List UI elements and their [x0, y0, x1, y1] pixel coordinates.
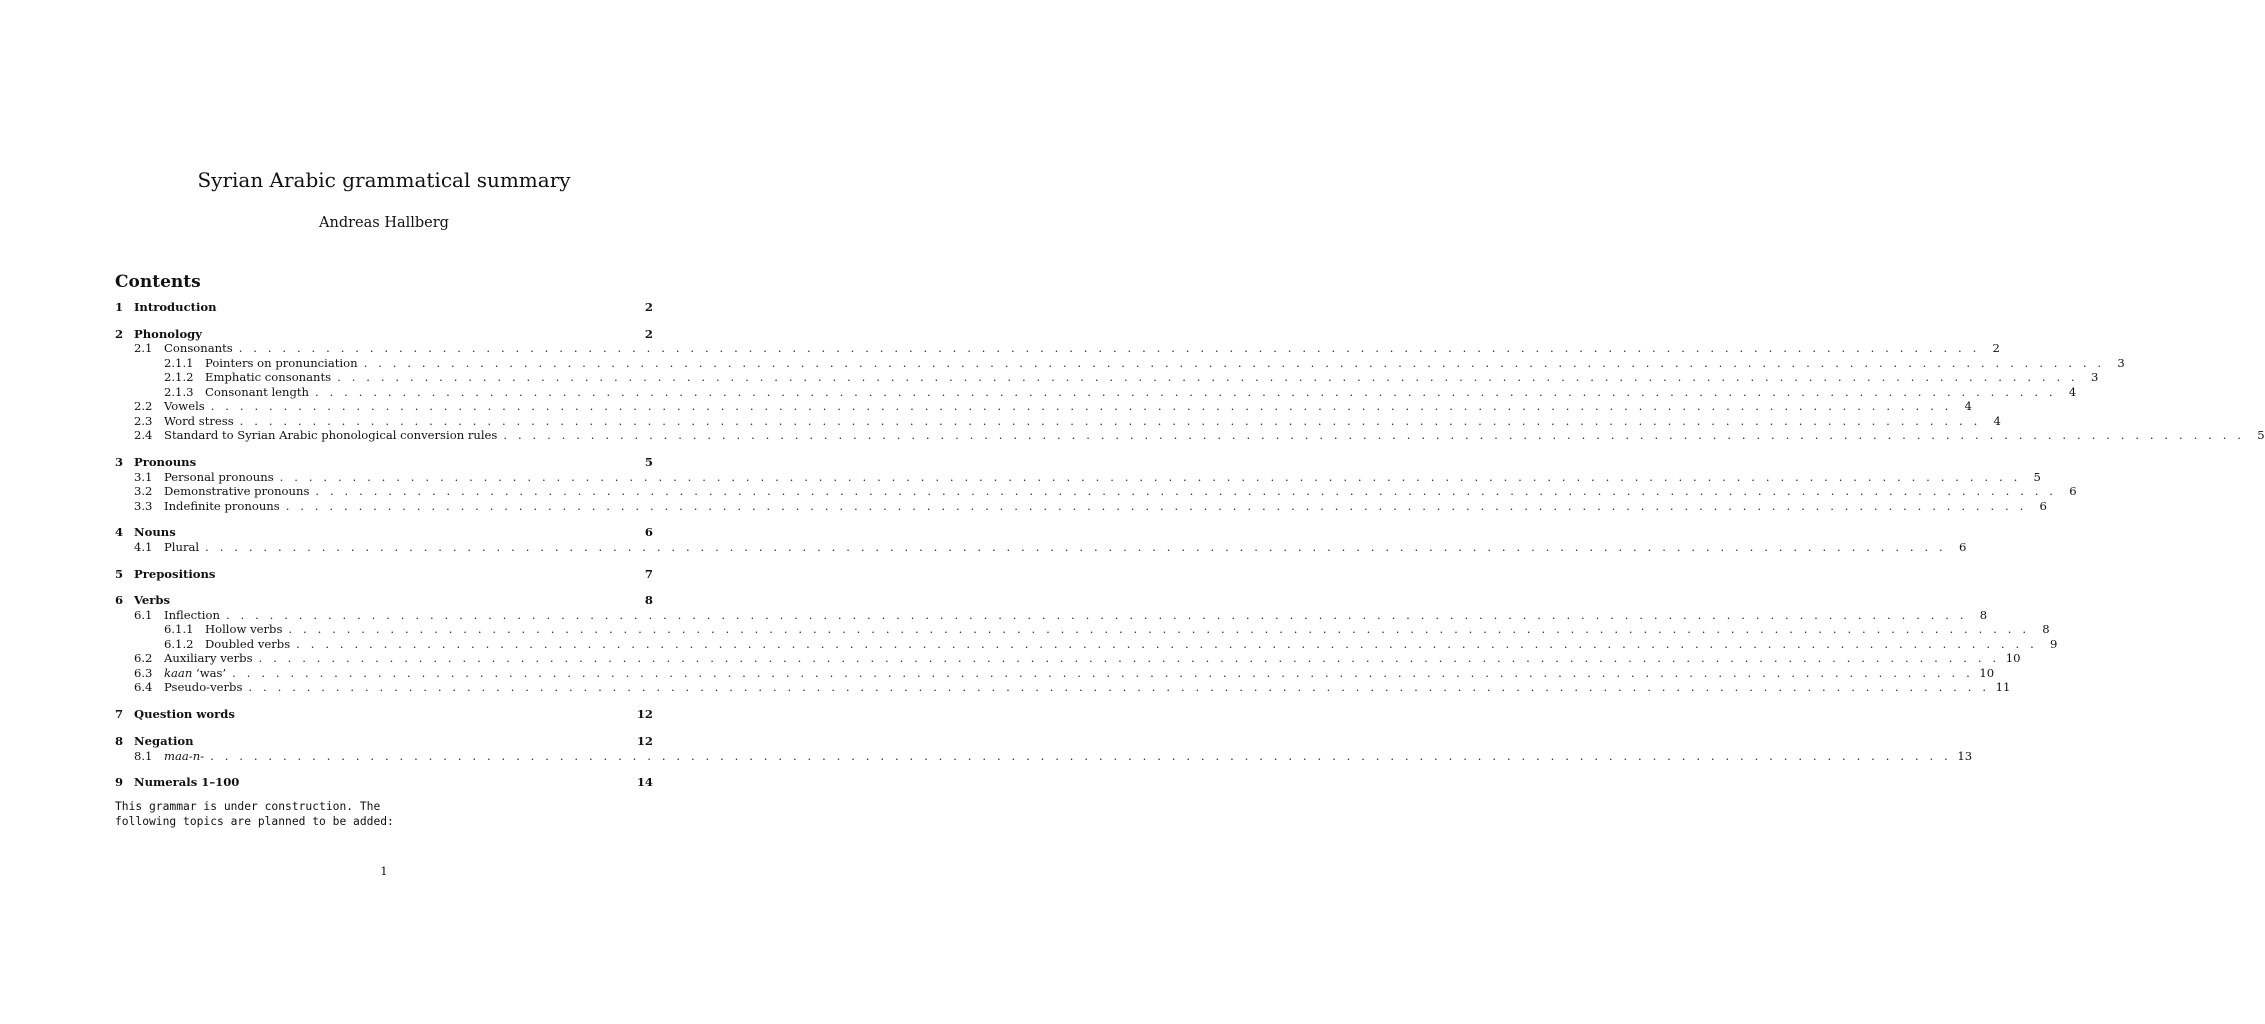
toc-entry-title: Vowels: [164, 399, 205, 414]
toc-entry-section[interactable]: [115, 484, 2077, 499]
contents-heading: Contents: [115, 272, 201, 292]
toc-entry-number: 3.1: [134, 469, 153, 484]
toc-entry-page: 10: [1979, 665, 1995, 680]
toc-entry-section[interactable]: [115, 469, 2041, 485]
toc-entry-page: 5: [2033, 469, 2041, 484]
toc-entry-title: Verbs: [134, 593, 171, 608]
toc-chapter: [115, 300, 653, 315]
document-author: Andreas Hallberg: [319, 215, 449, 231]
toc-entry-title: Consonant length: [205, 384, 310, 399]
toc-entry-number: 6.2: [134, 651, 153, 666]
toc-entry-page: 12: [636, 734, 653, 749]
toc-entry-number: 2.1: [134, 341, 153, 356]
toc-entry-number: 4: [115, 525, 124, 540]
toc-leader-dots: . . . . . . . . . . . . . . . . . . . . . . . . . . . . . . . . . . . . . . . . . . . . . . . . . . . . . . . . . . . . . . . . . . . . . . . . . . . . . . . . . . . . . . . . . . . . . . . . . . . . . . . . . . . . . . . . . . . . . . . .: [315, 384, 2057, 399]
toc-entry-title: Personal pronouns: [164, 469, 274, 484]
toc-entry-number: 6.3: [134, 665, 153, 680]
toc-leader-dots: . . . . . . . . . . . . . . . . . . . . . . . . . . . . . . . . . . . . . . . . . . . . . . . . . . . . . . . . . . . . . . . . . . . . . . . . . . . . . . . . . . . . . . . . . . . . . . . . . . . . . . . . . . . . . . . . . . . . . . . .: [337, 370, 2079, 385]
note-line: This grammar is under construction. The: [115, 800, 381, 813]
document-title: Syrian Arabic grammatical summary: [197, 168, 571, 192]
toc-entry-number: 1: [115, 300, 124, 314]
toc-entry-page: 4: [2068, 384, 2077, 399]
toc-chapter: [115, 525, 1967, 554]
toc-entry-chapter[interactable]: [115, 300, 653, 315]
toc-leader-dots: . . . . . . . . . . . . . . . . . . . . . . . . . . . . . . . . . . . . . . . . . . . . . . . . . . . . . . . . . . . . . . . . . . . . . . . . . . . . . . . . . . . . . . . . . . . . . . . . . . . . . . . . . . . . . . . . . . . . . . . .: [248, 680, 1990, 695]
toc-entry-page: 7: [644, 566, 653, 581]
toc-leader-dots: . . . . . . . . . . . . . . . . . . . . . . . . . . . . . . . . . . . . . . . . . . . . . . . . . . . . . . . . . . . . . . . . . . . . . . . . . . . . . . . . . . . . . . . . . . . . . . . . . . . . . . . . . . . . . . . . . . . . . . . .: [210, 399, 1952, 414]
toc-chapter: [115, 593, 2058, 695]
toc-leader-dots: . . . . . . . . . . . . . . . . . . . . . . . . . . . . . . . . . . . . . . . . . . . . . . . . . . . . . . . . . . . . . . . . . . . . . . . . . . . . . . . . . . . . . . . . . . . . . . . . . . . . . . . . . . . . . . . . . . . . . . . .: [315, 484, 2057, 499]
toc-entry-page: 6: [2069, 484, 2077, 499]
toc-entry-page: 3: [2090, 370, 2099, 385]
toc-entry-section[interactable]: [115, 539, 1967, 555]
toc-entry-page: 2: [644, 326, 653, 341]
toc-entry-number: 6.1: [134, 607, 153, 622]
toc-entry-page: 6: [2039, 498, 2047, 513]
toc-entry-title: Pseudo-verbs: [164, 680, 243, 695]
toc-chapter: [115, 775, 653, 790]
toc-entry-page: 6: [644, 525, 653, 540]
toc-leader-dots: . . . . . . . . . . . . . . . . . . . . . . . . . . . . . . . . . . . . . . . . . . . . . . . . . . . . . . . . . . . . . . . . . . . . . . . . . . . . . . . . . . . . . . . . . . . . . . . . . . . . . . . . . . . . . . . . . . . . . . . .: [210, 748, 1952, 763]
table-of-contents: [115, 300, 2265, 802]
toc-leader-dots: . . . . . . . . . . . . . . . . . . . . . . . . . . . . . . . . . . . . . . . . . . . . . . . . . . . . . . . . . . . . . . . . . . . . . . . . . . . . . . . . . . . . . . . . . . . . . . . . . . . . . . . . . . . . . . . . . . . . . . . .: [363, 355, 2105, 370]
toc-entry-number: 3.3: [134, 498, 153, 513]
toc-entry-number: 2.1.2: [164, 370, 194, 385]
toc-entry-title: Inflection: [164, 607, 220, 622]
toc-entry-title: Introduction: [134, 300, 217, 314]
toc-leader-dots: . . . . . . . . . . . . . . . . . . . . . . . . . . . . . . . . . . . . . . . . . . . . . . . . . . . . . . . . . . . . . . . . . . . . . . . . . . . . . . . . . . . . . . . . . . . . . . . . . . . . . . . . . . . . . . . . . . . . . . . .: [205, 539, 1947, 554]
toc-entry-title: Question words: [134, 707, 235, 722]
toc-entry-title: Negation: [134, 734, 194, 749]
toc-entry-page: 2: [644, 300, 653, 314]
toc-entry-section[interactable]: [115, 498, 2047, 514]
toc-entry-page: 12: [636, 707, 653, 722]
toc-entry-title: Indefinite pronouns: [164, 498, 280, 513]
toc-entry-number: 7: [115, 707, 124, 722]
toc-entry-subsubsection[interactable]: [115, 636, 2058, 652]
toc-entry-number: 3: [115, 455, 124, 470]
toc-entry-number: 6.1.2: [164, 636, 194, 651]
toc-entry-page: 4: [1964, 399, 1972, 414]
toc-entry-chapter[interactable]: [115, 567, 653, 582]
toc-entry-title: Auxiliary verbs: [164, 651, 253, 666]
toc-entry-page: 5: [644, 455, 653, 470]
toc-entry-page: 4: [1993, 413, 2001, 428]
toc-entry-chapter[interactable]: [115, 593, 653, 608]
toc-entry-title: Standard to Syrian Arabic phonological conversion rules: [164, 428, 498, 443]
toc-entry-number: 6: [115, 593, 124, 608]
toc-entry-number: 8: [115, 734, 124, 749]
toc-entry-number: 2.4: [134, 428, 153, 443]
toc-entry-title: Doubled verbs: [205, 636, 291, 651]
toc-entry-section[interactable]: [115, 399, 1972, 414]
toc-entry-chapter[interactable]: [115, 734, 653, 749]
toc-entry-number: 8.1: [134, 748, 153, 763]
toc-entry-number: 6.1.1: [164, 622, 194, 637]
toc-leader-dots: . . . . . . . . . . . . . . . . . . . . . . . . . . . . . . . . . . . . . . . . . . . . . . . . . . . . . . . . . . . . . . . . . . . . . . . . . . . . . . . . . . . . . . . . . . . . . . . . . . . . . . . . . . . . . . . . . . . . . . . .: [503, 428, 2245, 443]
toc-entry-page: 8: [644, 593, 653, 608]
toc-entry-title: Prepositions: [134, 566, 216, 581]
toc-entry-title: Nouns: [134, 525, 176, 540]
toc-entry-title: [164, 666, 226, 681]
toc-entry-page: 9: [2049, 636, 2058, 651]
toc-entry-section[interactable]: [115, 341, 2000, 356]
page-number: 1: [380, 864, 388, 878]
toc-entry-section[interactable]: [115, 607, 1988, 623]
toc-entry-section[interactable]: [115, 665, 1995, 681]
toc-entry-chapter[interactable]: [115, 525, 653, 540]
toc-entry-title: Numerals 1–100: [134, 775, 240, 790]
toc-entry-title: Demonstrative pronouns: [164, 484, 310, 499]
toc-entry-page: 3: [2117, 355, 2125, 370]
toc-entry-section[interactable]: [115, 413, 2001, 429]
toc-entry-title: Phonology: [134, 326, 203, 341]
toc-entry-number: 9: [115, 775, 124, 790]
toc-chapter: [115, 734, 1973, 763]
toc-entry-number: 6.4: [134, 680, 153, 695]
toc-entry-chapter[interactable]: [115, 455, 653, 470]
toc-leader-dots: . . . . . . . . . . . . . . . . . . . . . . . . . . . . . . . . . . . . . . . . . . . . . . . . . . . . . . . . . . . . . . . . . . . . . . . . . . . . . . . . . . . . . . . . . . . . . . . . . . . . . . . . . . . . . . . . . . . . . . . .: [225, 607, 1968, 622]
toc-chapter: [115, 707, 653, 722]
toc-leader-dots: . . . . . . . . . . . . . . . . . . . . . . . . . . . . . . . . . . . . . . . . . . . . . . . . . . . . . . . . . . . . . . . . . . . . . . . . . . . . . . . . . . . . . . . . . . . . . . . . . . . . . . . . . . . . . . . . . . . . . . . .: [232, 665, 1974, 680]
toc-entry-title: Emphatic consonants: [205, 370, 332, 385]
toc-entry-number: 2.1.1: [164, 355, 194, 370]
toc-leader-dots: . . . . . . . . . . . . . . . . . . . . . . . . . . . . . . . . . . . . . . . . . . . . . . . . . . . . . . . . . . . . . . . . . . . . . . . . . . . . . . . . . . . . . . . . . . . . . . . . . . . . . . . . . . . . . . . . . . . . . . . .: [238, 341, 1980, 356]
toc-entry-title: Pronouns: [134, 455, 197, 470]
toc-entry-number: 2: [115, 326, 124, 341]
toc-entry-number: 5: [115, 566, 124, 581]
toc-entry-chapter[interactable]: [115, 775, 653, 790]
toc-entry-page: 11: [1995, 680, 2011, 695]
toc-entry-title: Pointers on pronunciation: [205, 355, 358, 370]
toc-entry-subsubsection[interactable]: [115, 370, 2099, 385]
toc-entry-number: 2.1.3: [164, 384, 194, 399]
toc-entry-subsubsection[interactable]: [115, 384, 2077, 400]
toc-entry-page: 6: [1958, 539, 1967, 554]
toc-leader-dots: . . . . . . . . . . . . . . . . . . . . . . . . . . . . . . . . . . . . . . . . . . . . . . . . . . . . . . . . . . . . . . . . . . . . . . . . . . . . . . . . . . . . . . . . . . . . . . . . . . . . . . . . . . . . . . . . . . . . . . . .: [296, 636, 2038, 651]
toc-entry-title: Hollow verbs: [205, 622, 283, 637]
toc-entry-title-rest: ‘was’: [192, 665, 227, 680]
toc-leader-dots: . . . . . . . . . . . . . . . . . . . . . . . . . . . . . . . . . . . . . . . . . . . . . . . . . . . . . . . . . . . . . . . . . . . . . . . . . . . . . . . . . . . . . . . . . . . . . . . . . . . . . . . . . . . . . . . . . . . . . . . .: [279, 469, 2021, 484]
toc-entry-page: 8: [1979, 607, 1988, 622]
toc-entry-page: 13: [1957, 748, 1973, 763]
toc-leader-dots: . . . . . . . . . . . . . . . . . . . . . . . . . . . . . . . . . . . . . . . . . . . . . . . . . . . . . . . . . . . . . . . . . . . . . . . . . . . . . . . . . . . . . . . . . . . . . . . . . . . . . . . . . . . . . . . . . . . . . . . .: [258, 651, 2000, 666]
toc-chapter: [115, 567, 653, 582]
construction-note: [115, 799, 394, 829]
toc-entry-page: 8: [2042, 622, 2050, 637]
toc-entry-page: 14: [636, 775, 653, 790]
toc-entry-title-italic: kaan: [164, 665, 193, 680]
toc-entry-title: Plural: [164, 539, 200, 554]
toc-entry-subsubsection[interactable]: [115, 622, 2050, 637]
toc-entry-section[interactable]: [115, 428, 2265, 443]
toc-entry-page: 2: [1992, 341, 2000, 356]
toc-chapter: [115, 326, 2265, 443]
toc-entry-title: Word stress: [164, 413, 234, 428]
toc-leader-dots: . . . . . . . . . . . . . . . . . . . . . . . . . . . . . . . . . . . . . . . . . . . . . . . . . . . . . . . . . . . . . . . . . . . . . . . . . . . . . . . . . . . . . . . . . . . . . . . . . . . . . . . . . . . . . . . . . . . . . . . .: [288, 622, 2030, 637]
toc-entry-title-italic: maa-n-: [164, 748, 205, 763]
toc-entry-number: 4.1: [134, 539, 153, 554]
toc-entry-chapter[interactable]: [115, 327, 653, 342]
toc-entry-title: [164, 749, 204, 764]
toc-entry-title: Consonants: [164, 341, 233, 356]
toc-entry-section[interactable]: [115, 651, 2021, 666]
toc-leader-dots: . . . . . . . . . . . . . . . . . . . . . . . . . . . . . . . . . . . . . . . . . . . . . . . . . . . . . . . . . . . . . . . . . . . . . . . . . . . . . . . . . . . . . . . . . . . . . . . . . . . . . . . . . . . . . . . . . . . . . . . .: [239, 413, 1981, 428]
toc-entry-number: 2.2: [134, 399, 153, 414]
toc-entry-number: 3.2: [134, 484, 153, 499]
toc-entry-section[interactable]: [115, 680, 2011, 695]
toc-entry-chapter[interactable]: [115, 707, 653, 722]
toc-entry-number: 2.3: [134, 413, 153, 428]
toc-entry-section[interactable]: [115, 748, 1973, 764]
toc-leader-dots: . . . . . . . . . . . . . . . . . . . . . . . . . . . . . . . . . . . . . . . . . . . . . . . . . . . . . . . . . . . . . . . . . . . . . . . . . . . . . . . . . . . . . . . . . . . . . . . . . . . . . . . . . . . . . . . . . . . . . . . .: [285, 498, 2027, 513]
toc-entry-page: 10: [2005, 651, 2021, 666]
toc-entry-subsubsection[interactable]: [115, 355, 2125, 371]
note-line: following topics are planned to be added:: [115, 815, 394, 828]
toc-chapter: [115, 455, 2077, 513]
toc-entry-page: 5: [2257, 428, 2265, 443]
